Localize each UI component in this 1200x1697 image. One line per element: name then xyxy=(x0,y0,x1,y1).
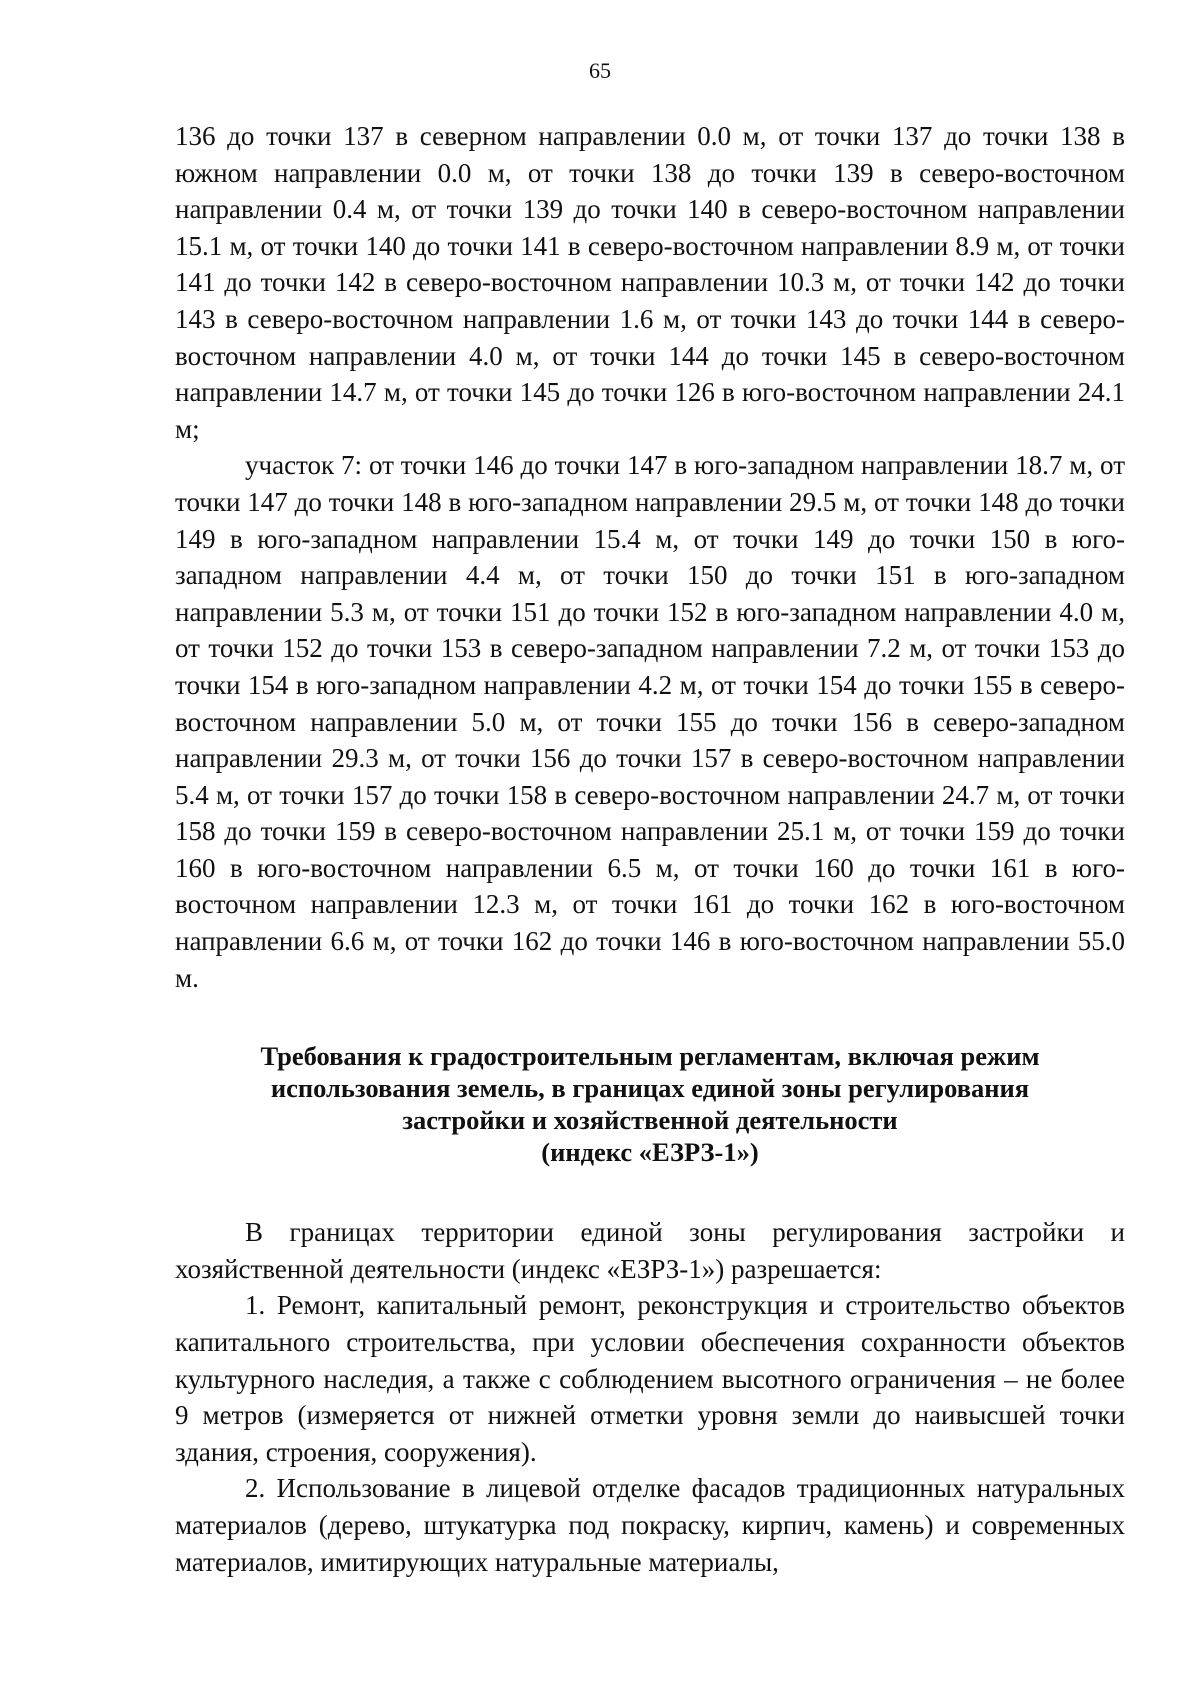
heading-line: (индекс «ЕЗРЗ-1») xyxy=(541,1137,759,1168)
paragraph-section-7-boundary: участок 7: от точки 146 до точки 147 в юго-западном направлении 18.7 м, от точки 147 до точки 148 в юго-западном направлении 29.5 м, от точки 148 до точки 149 в юго-западном направлении 15.4 м, от точки 149 до точки 150 в юго-западном направлении 4.4 м, от точки 150 до точки 151 в юго-западном направлении 5.3 м, от точки 151 до точки 152 в юго-западном направлении 4.0 м, от точки 152 до точки 153 в северо-западном направлении 7.2 м, от точки 153 до точки 154 в юго-западном направлении 4.2 м, от точки 154 до точки 155 в северо-восточном направлении 5.0 м, от точки 155 до точки 156 в северо-западном направлении 29.3 м, от точки 156 до точки 157 в северо-восточном направлении 5.4 м, от точки 157 до точки 158 в северо-восточном направлении 24.7 м, от точки 158 до точки 159 в северо-восточном направлении 25.1 м, от точки 159 до точки 160 в юго-восточном направлении 6.5 м, от точки 160 до точки 161 в юго-восточном направлении 12.3 м, от точки 161 до точки 162 в юго-восточном направлении 6.6 м, от точки 162 до точки 146 в юго-восточном направлении 55.0 м. xyxy=(175,450,1125,993)
document-body xyxy=(175,118,1125,1580)
page-number: 65 xyxy=(589,58,611,83)
paragraph-item-1: 1. Ремонт, капитальный ремонт, реконструкция и строительство объектов капитального строительства, при условии обеспечения сохранности объектов культурного наследия, а также с соблюдением высотного ограничения – не более 9 метров (измеряется от нижней отметки уровня земли до наивысшей точки здания, строения, сооружения). xyxy=(175,1290,1125,1467)
section-heading xyxy=(175,1040,1125,1168)
paragraph-item-2: 2. Использование в лицевой отделке фасадов традиционных натуральных материалов (дерево, штукатурка под покраску, кирпич, камень) и современных материалов, имитирующих натуральные материалы, xyxy=(175,1473,1125,1577)
heading-line: застройки и хозяйственной деятельности xyxy=(402,1105,898,1136)
heading-line: Требования к градостроительным регламентам, включая режим xyxy=(260,1041,1040,1072)
paragraph-section-6-boundary: 136 до точки 137 в северном направлении 0.0 м, от точки 137 до точки 138 в южном направлении 0.0 м, от точки 138 до точки 139 в северо-восточном направлении 0.4 м, от точки 139 до точки 140 в северо-восточном направлении 15.1 м, от точки 140 до точки 141 в северо-восточном направлении 8.9 м, от точки 141 до точки 142 в северо-восточном направлении 10.3 м, от точки 142 до точки 143 в северо-восточном направлении 1.6 м, от точки 143 до точки 144 в северо-восточном направлении 4.0 м, от точки 144 до точки 145 в северо-восточном направлении 14.7 м, от точки 145 до точки 126 в юго-восточном направлении 24.1 м; xyxy=(175,121,1125,444)
heading-line: использования земель, в границах единой зоны регулирования xyxy=(270,1073,1030,1104)
paragraph-intro: В границах территории единой зоны регулирования застройки и хозяйственной деятельности (индекс «ЕЗРЗ-1») разрешается: xyxy=(175,1217,1125,1284)
